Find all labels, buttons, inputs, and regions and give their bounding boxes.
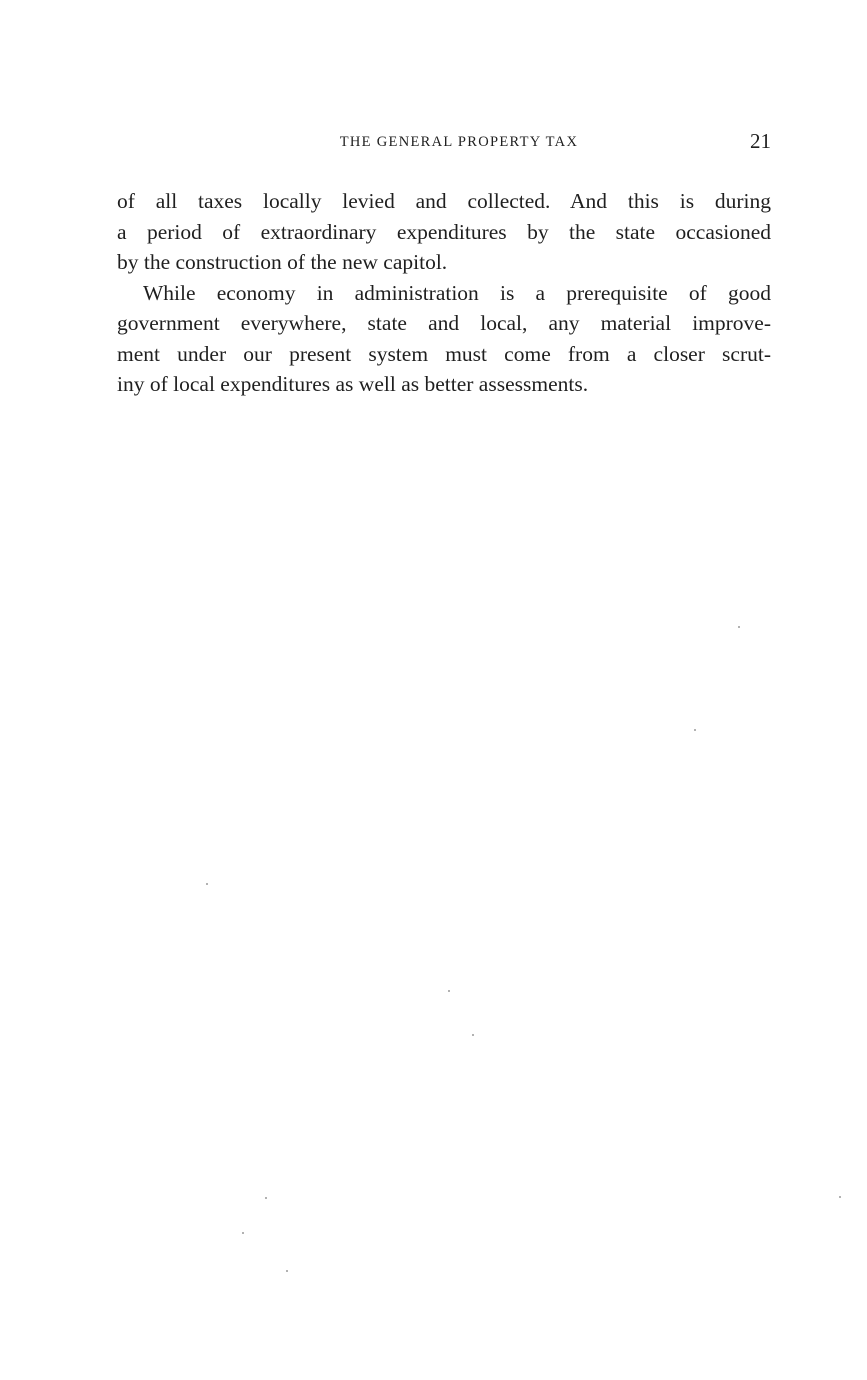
scan-speck: [448, 990, 450, 992]
running-title: THE GENERAL PROPERTY TAX: [339, 134, 579, 150]
text-line: While economy in administration is a prerequisite of good: [143, 280, 771, 305]
text-line: government everywhere, state and local, any material improve-: [117, 311, 771, 335]
scan-speck: [286, 1270, 288, 1272]
page-number: 21: [750, 129, 771, 153]
body-text: [117, 186, 771, 400]
scan-speck: [738, 626, 740, 628]
text-line: of all taxes locally levied and collected. And this is during: [117, 189, 771, 213]
text-line: ment under our present system must come from a closer scrut-: [117, 341, 771, 366]
scan-speck: [839, 1196, 841, 1198]
paragraph-1: [117, 186, 771, 278]
text-line: iny of local expenditures as well as better assessments.: [117, 372, 589, 396]
scan-speck: [242, 1232, 244, 1234]
running-head: [117, 131, 771, 155]
paragraph-2: [117, 278, 771, 400]
text-line: by the construction of the new capitol.: [117, 250, 448, 274]
scan-speck: [694, 729, 696, 731]
text-line: a period of extraordinary expenditures by the state occasioned: [117, 219, 771, 244]
scan-speck: [206, 883, 208, 885]
scan-speck: [472, 1034, 474, 1036]
scan-speck: [265, 1197, 267, 1199]
